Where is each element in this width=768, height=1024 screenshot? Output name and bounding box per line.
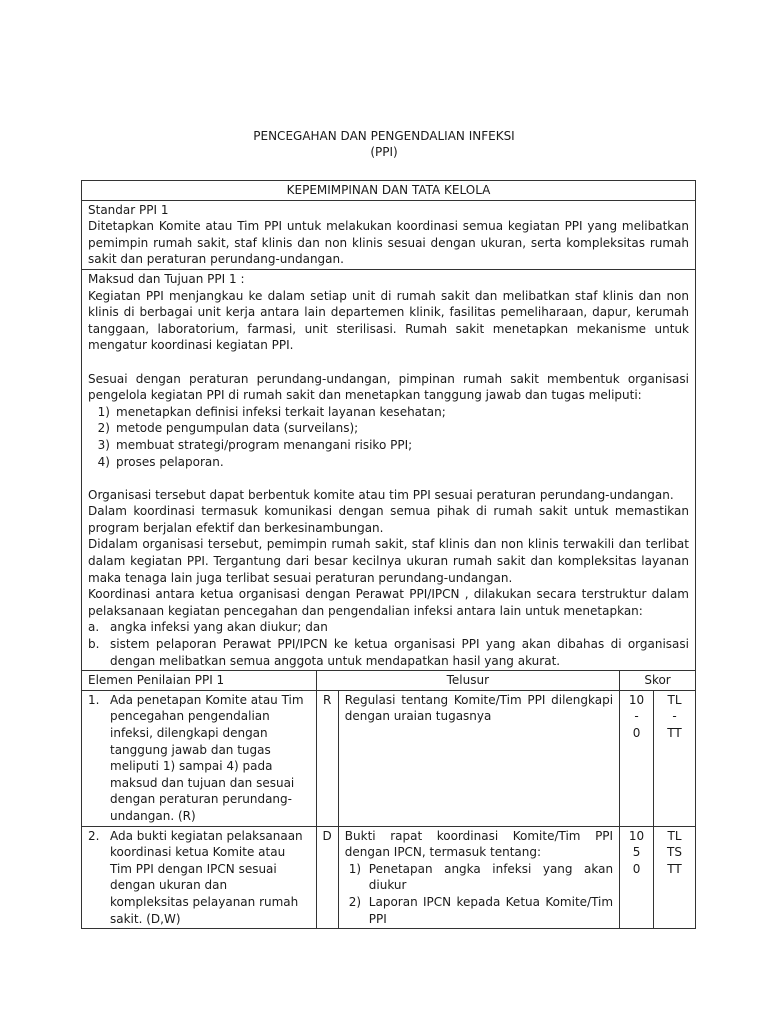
standar-heading: Standar PPI 1 <box>88 202 169 217</box>
standar-cell <box>82 200 696 269</box>
header-skor: Skor <box>620 671 696 691</box>
list-item: b. sistem pelaporan Perawat PPI/IPCN ke ketua organisasi PPI yang akan dibahas di organisasi dengan melibatkan semua anggota untuk mendapatkan hasil yang akurat. <box>88 637 689 668</box>
list-item: 3) membuat strategi/program menangani risiko PPI; <box>97 437 413 452</box>
maksud-para-1: Kegiatan PPI menjangkau ke dalam setiap unit di rumah sakit dan melibatkan staf klinis dan non klinis di berbagai unit kerja antara lain departemen klinik, fasilitas pemeliharaan, dapur, kerumah tanggaan, laboratorium, farmasi, unit sterilisasi. Rumah sakit menetapkan mekanisme untuk mengatur koordinasi kegiatan PPI. <box>88 288 689 353</box>
maksud-para-3: Organisasi tersebut dapat berbentuk komite atau tim PPI sesuai peraturan perundang-undangan. <box>88 487 674 502</box>
header-elemen: Elemen Penilaian PPI 1 <box>82 671 317 691</box>
maksud-heading: Maksud dan Tujuan PPI 1 : <box>88 271 245 286</box>
criterion-scores: 10 - 0 <box>620 690 654 826</box>
table-row <box>82 826 696 929</box>
list-item: 1) menetapkan definisi infeksi terkait layanan kesehatan; <box>97 404 446 419</box>
section-header-row <box>82 181 696 201</box>
criterion-scores: 10 5 0 <box>620 826 654 929</box>
title-line-1: PENCEGAHAN DAN PENGENDALIAN INFEKSI <box>253 129 515 143</box>
maksud-para-4: Dalam koordinasi termasuk komunikasi dengan semua pihak di rumah sakit untuk memastikan program berjalan efektif dan berkesinambungan. <box>88 504 689 535</box>
maksud-row <box>82 269 696 670</box>
duties-list <box>88 404 689 470</box>
list-item: 2) Laporan IPCN kepada Ketua Komite/Tim PPI <box>348 894 614 926</box>
list-item: 4) proses pelaporan. <box>97 454 224 469</box>
criterion-code: D <box>316 826 338 929</box>
document-title <box>0 128 768 160</box>
section-header: KEPEMIMPINAN DAN TATA KELOLA <box>82 181 696 201</box>
maksud-cell <box>82 269 696 670</box>
standar-row <box>82 200 696 269</box>
criterion-cell: 1. Ada penetapan Komite atau Tim pencegahan pengendalian infeksi, dilengkapi dengan tanggung jawab dan tugas meliputi 1) sampai 4) pada maksud dan tujuan dan sesuai dengan peraturan perundang-undangan. (R) <box>82 690 317 826</box>
standar-text: Ditetapkan Komite atau Tim PPI untuk melakukan koordinasi semua kegiatan PPI yang melibatkan pemimpin rumah sakit, staf klinis dan non klinis sesuai dengan ukuran, serta kompleksitas rumah sakit dan peraturan perundang-undangan. <box>88 219 689 267</box>
table-row <box>82 690 696 826</box>
criterion-telusur: Bukti rapat koordinasi Komite/Tim PPI dengan IPCN, termasuk tentang: 1) Penetapan angka infeksi yang akan diukur 2) Laporan IPCN kepada Ketua Komite/Tim PPI <box>338 826 619 929</box>
maksud-para-2: Sesuai dengan peraturan perundang-undangan, pimpinan rumah sakit membentuk organisasi pengelola kegiatan PPI di rumah sakit dan menetapkan tanggung jawab dan tugas meliputi: <box>88 371 689 403</box>
list-item: 1) Penetapan angka infeksi yang akan diukur <box>348 861 614 893</box>
header-telusur: Telusur <box>316 671 620 691</box>
standard-table <box>81 180 696 929</box>
criterion-levels: TL - TT <box>654 690 696 826</box>
maksud-para-5: Didalam organisasi tersebut, pemimpin rumah sakit, staf klinis dan non klinis terwakili dan terlibat dalam kegiatan PPI. Tergantung dari besar kecilnya ukuran rumah sakit dan kompleksitas layanan maka tenaga lain juga terlibat sesuai peraturan perundang-undangan. <box>88 537 689 585</box>
criteria-header-row <box>82 671 696 691</box>
title-line-2: (PPI) <box>370 145 398 159</box>
criterion-levels: TL TS TT <box>654 826 696 929</box>
list-item: 2) metode pengumpulan data (surveilans); <box>97 421 359 436</box>
criterion-telusur: Regulasi tentang Komite/Tim PPI dilengkapi dengan uraian tugasnya <box>338 690 619 826</box>
criterion-cell: 2. Ada bukti kegiatan pelaksanaan koordinasi ketua Komite atau Tim PPI dengan IPCN sesuai dengan ukuran dan kompleksitas pelayanan rumah sakit. (D,W) <box>82 826 317 929</box>
maksud-para-6: Koordinasi antara ketua organisasi dengan Perawat PPI/IPCN , dilakukan secara terstruktur dalam pelaksanaan kegiatan pencegahan dan pengendalian infeksi antara lain untuk menetapkan: <box>88 587 689 618</box>
list-item: a. angka infeksi yang akan diukur; dan <box>88 620 328 635</box>
criterion-code: R <box>316 690 338 826</box>
